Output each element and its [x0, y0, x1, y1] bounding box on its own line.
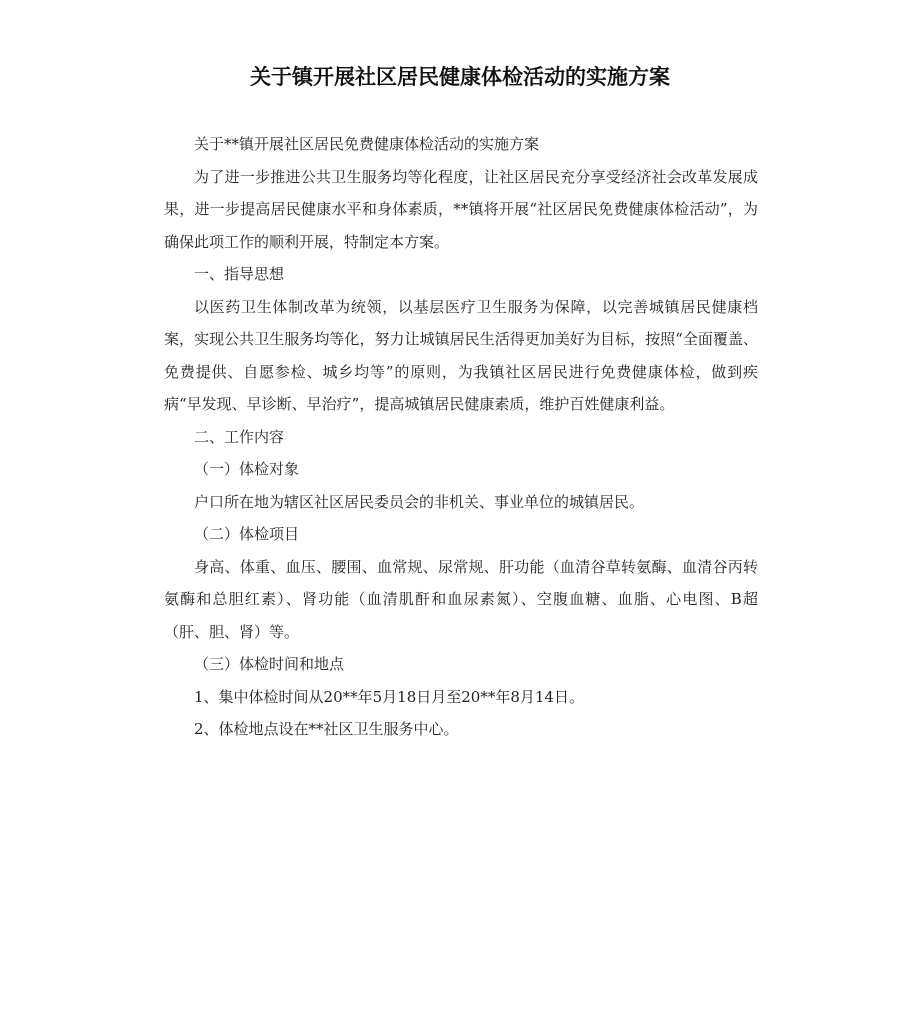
- exam-time-paragraph: 1、集中体检时间从20**年5月18日月至20**年8月14日。: [194, 687, 584, 706]
- exam-place-paragraph: 2、体检地点设在**社区卫生服务中心。: [194, 720, 459, 738]
- exam-targets-paragraph: 户口所在地为辖区社区居民委员会的非机关、事业单位的城镇居民。: [194, 492, 645, 511]
- subheading-exam-items: （二）体检项目: [194, 525, 300, 543]
- subheading-exam-targets: （一）体检对象: [194, 460, 300, 478]
- subheading-exam-time-place: （三）体检时间和地点: [194, 655, 345, 673]
- intro-paragraph: 为了进一步推进公共卫生服务均等化程度，让社区居民充分享受经济社会改革发展成果，进一步提高居民健康水平和身体素质，**镇将开展“社区居民免费健康体检活动”，为确保此项工作的顺利开展，特制定本方案。: [164, 167, 758, 251]
- guiding-ideology-paragraph: 以医药卫生体制改革为统领，以基层医疗卫生服务为保障，以完善城镇居民健康档案，实现公共卫生服务均等化，努力让城镇居民生活得更加美好为目标，按照“全面覆盖、免费提供、自愿参检、城乡均等”的原则，为我镇社区居民进行免费健康体检，做到疾病“早发现、早诊断、早治疗”，提高城镇居民健康素质，维护百姓健康利益。: [164, 297, 758, 413]
- exam-items-paragraph: 身高、体重、血压、腰围、血常规、尿常规、肝功能（血清谷草转氨酶、血清谷丙转氨酶和总胆红素）、肾功能（血清肌酐和血尿素氮）、空腹血糖、血脂、心电图、B超（肝、胆、肾）等。: [164, 557, 758, 641]
- subtitle-paragraph: 关于**镇开展社区居民免费健康体检活动的实施方案: [194, 135, 540, 153]
- document-body: [164, 128, 758, 746]
- section-heading-guiding-ideology: 一、指导思想: [194, 265, 285, 283]
- document-title: 关于镇开展社区居民健康体检活动的实施方案: [250, 65, 670, 89]
- section-heading-work-content: 二、工作内容: [194, 427, 285, 446]
